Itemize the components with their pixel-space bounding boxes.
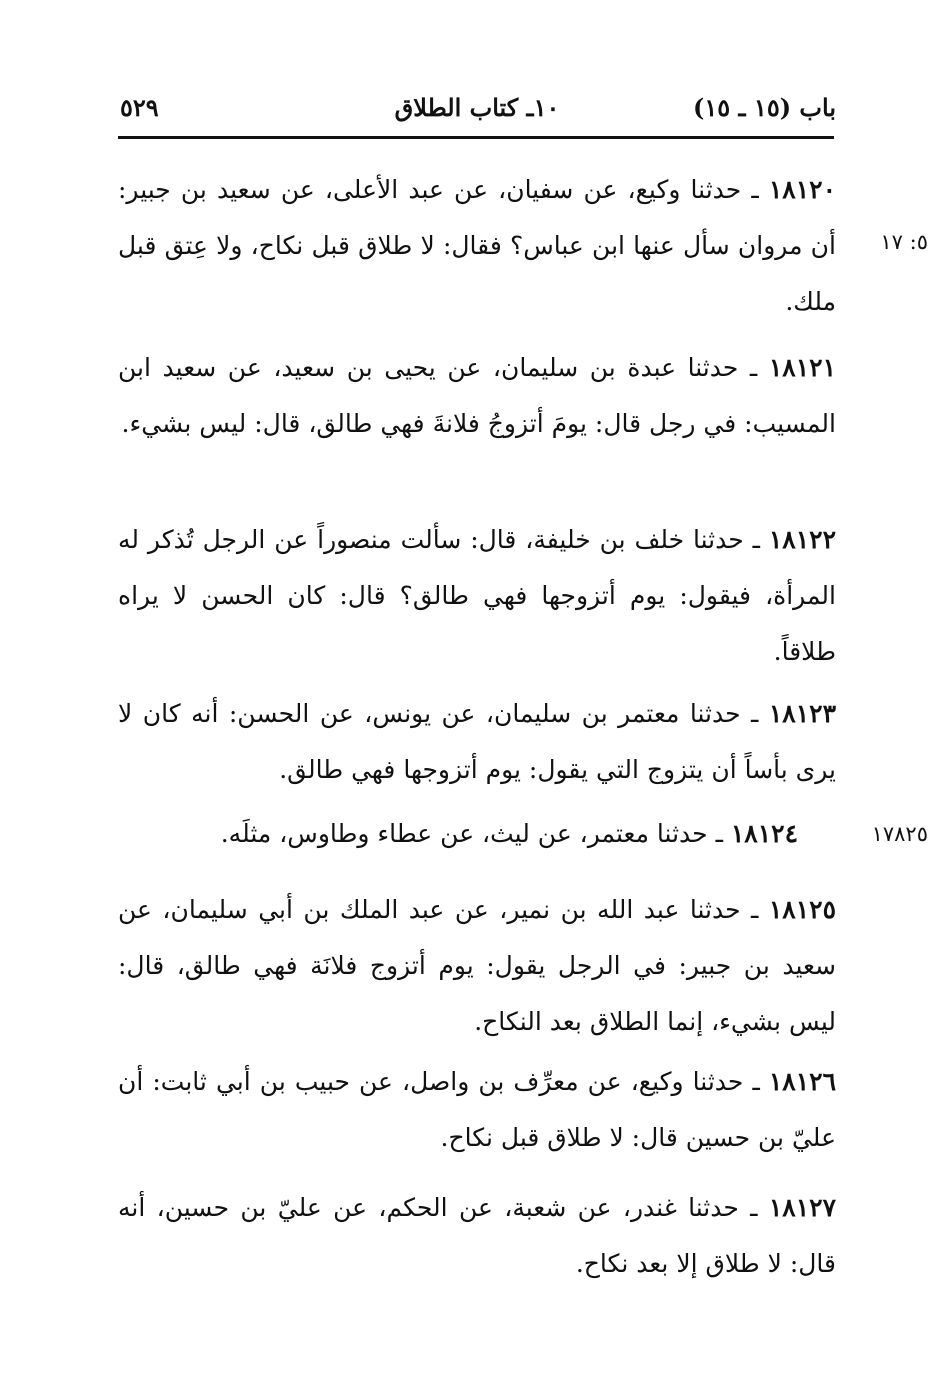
hadith-18124 <box>118 806 798 862</box>
hadith-number: ١٨١٢٣ <box>768 699 836 728</box>
hadith-18122 <box>118 512 836 680</box>
hadith-number: ١٨١٢٢ <box>768 525 836 554</box>
hadith-text: ـ حدثنا معتمر، عن ليث، عن عطاء وطاوس، مثلَه. <box>220 819 723 848</box>
page-number: ٥٢٩ <box>120 93 159 122</box>
header-rule <box>118 136 834 139</box>
margin-reference: ٥: ١٧ <box>880 230 928 254</box>
hadith-18120 <box>118 162 836 330</box>
hadith-number: ١٨١٢١ <box>768 353 836 382</box>
hadith-18126 <box>118 1054 836 1166</box>
hadith-number: ١٨١٢٥ <box>768 895 836 924</box>
hadith-number: ١٨١٢٠ <box>768 175 836 204</box>
hadith-number: ١٨١٢٧ <box>768 1193 837 1222</box>
page-header <box>118 88 836 132</box>
hadith-text: ـ حدثنا غندر، عن شعبة، عن الحكم، عن عليّ بن حسين، أنه قال: لا طلاق إلا بعد نكاح. <box>118 1193 836 1278</box>
book-title: ١٠ـ كتاب الطلاق <box>394 93 560 122</box>
hadith-18125 <box>118 882 836 1050</box>
hadith-text: ـ حدثنا عبد الله بن نمير، عن عبد الملك بن أبي سليمان، عن سعيد بن جبير: في الرجل يقول: يوم أتزوج فلانَة فهي طالق، قال: ليس بشيء، إنما الطلاق بعد النكاح. <box>118 895 836 1036</box>
hadith-18123 <box>118 686 836 798</box>
hadith-text: ـ حدثنا معتمر بن سليمان، عن يونس، عن الحسن: أنه كان لا يرى بأساً أن يتزوج التي يقول: يوم أتزوجها فهي طالق. <box>118 699 836 784</box>
hadith-text: ـ حدثنا عبدة بن سليمان، عن يحيى بن سعيد، عن سعيد ابن المسيب: في رجل قال: يومَ أتزوجُ فلانةَ فهي طالق، قال: ليس بشيء. <box>118 353 836 438</box>
hadith-18127 <box>118 1180 836 1292</box>
hadith-text: ـ حدثنا وكيع، عن معرِّف بن واصل، عن حبيب بن أبي ثابت: أن عليّ بن حسين قال: لا طلاق قبل نكاح. <box>118 1067 836 1152</box>
margin-reference: ١٧٨٢٥ <box>871 822 928 846</box>
hadith-text: ـ حدثنا خلف بن خليفة، قال: سألت منصوراً عن الرجل تُذكر له المرأة، فيقول: يوم أتزوجها فهي طالق؟ قال: كان الحسن لا يراه طلاقاً. <box>118 525 836 666</box>
hadith-number: ١٨١٢٤ <box>730 819 798 848</box>
chapter-title: باب (١٥ ـ ١٥) <box>693 93 836 122</box>
hadith-18121 <box>118 340 836 452</box>
hadith-text: ـ حدثنا وكيع، عن سفيان، عن عبد الأعلى، عن سعيد بن جبير: أن مروان سأل عنها ابن عباس؟ فقال: لا طلاق قبل نكاح، ولا عِتق قبل ملك. <box>118 175 836 316</box>
hadith-number: ١٨١٢٦ <box>768 1067 836 1096</box>
